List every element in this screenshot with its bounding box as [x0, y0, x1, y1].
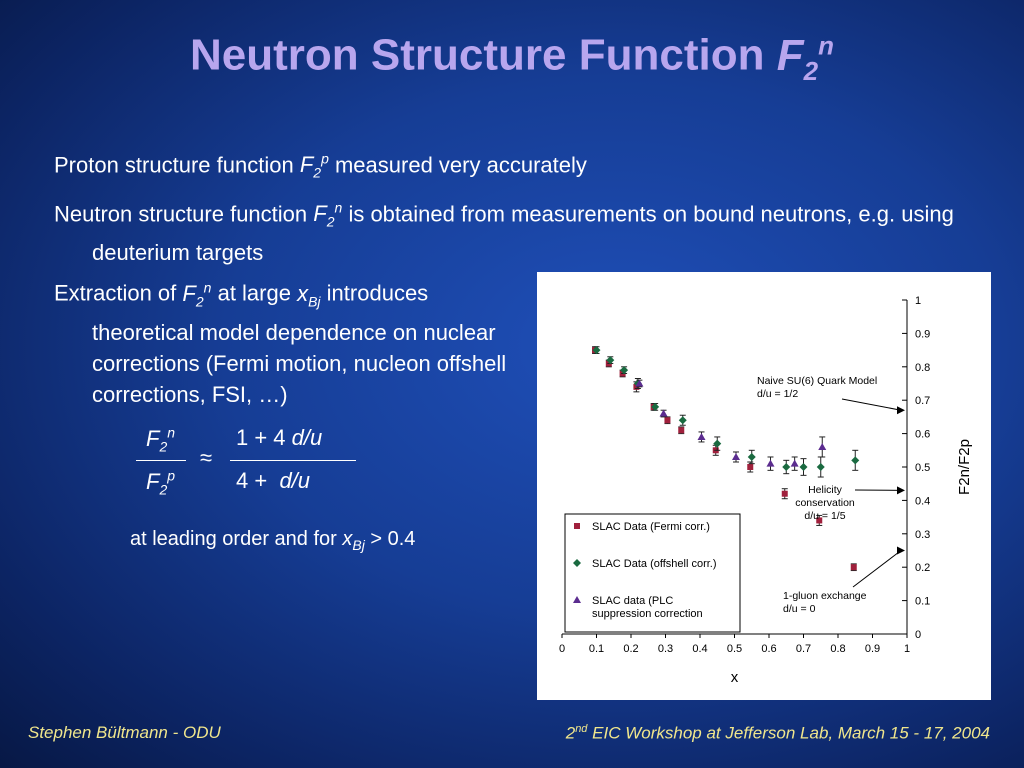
legend-label: SLAC data (PLC [592, 595, 674, 607]
data-point [679, 416, 687, 424]
legend-marker [574, 523, 580, 529]
legend-label: SLAC Data (Fermi corr.) [592, 521, 710, 533]
x-tick-label: 0.3 [657, 643, 674, 655]
arrow-head [897, 486, 905, 494]
lhs-numerator: $F_2^n$ [146, 425, 176, 455]
data-point [818, 443, 826, 450]
rhs-numerator: 1 + 4 d/u [236, 425, 323, 450]
data-point [800, 463, 808, 471]
annotation-text: d/u = 0 [783, 603, 816, 615]
annotation-arrow [842, 399, 901, 410]
annotation-text: d/u = 1/5 [804, 510, 846, 522]
rhs-fraction-line [230, 460, 356, 461]
data-point [678, 427, 684, 433]
data-point [851, 456, 859, 464]
data-point [782, 491, 788, 497]
data-point [732, 453, 740, 460]
y-tick-label: 0.4 [915, 495, 931, 508]
x-tick-label: 0.7 [795, 643, 812, 655]
data-point [817, 463, 825, 471]
x-tick-label: 0.8 [830, 643, 846, 655]
y-tick-label: 0.9 [915, 328, 931, 341]
f2n-f2p-chart [537, 272, 991, 700]
arrow-head [897, 406, 905, 414]
x-tick-label: 0.4 [692, 643, 708, 655]
data-point [747, 464, 753, 470]
footer-event: 2nd EIC Workshop at Jefferson Lab, March 15 - 17, 2004 [565, 723, 990, 743]
bullet-extraction: Extraction of $F_2^n$ at large $x_{Bj}$ introduces theoretical model dependence on nuclear corrections (Fermi motion, nucleon offshell corrections, FSI, …) [54, 279, 507, 408]
x-tick-label: 0.6 [761, 643, 777, 655]
data-point [782, 463, 790, 471]
rhs-denominator: 4 + d/u [236, 468, 311, 493]
legend-label: suppression correction [592, 608, 703, 620]
slide-title: Neutron Structure Function $F_2^n$ [190, 30, 834, 86]
y-tick-label: 0.8 [915, 361, 931, 374]
data-point [851, 564, 857, 570]
annotation-text: Helicity [808, 484, 842, 496]
arrow-head [897, 547, 905, 555]
approx-sign: ≈ [200, 445, 213, 470]
data-point [664, 417, 670, 423]
x-axis-label: x [730, 669, 739, 686]
y-tick-label: 1 [915, 295, 922, 307]
annotation-text: 1-gluon exchange [783, 590, 867, 602]
plot-panel [537, 272, 991, 700]
x-tick-label: 1 [903, 643, 911, 655]
y-tick-label: 0.1 [915, 595, 931, 608]
legend-label: SLAC Data (offshell corr.) [592, 558, 717, 570]
data-point [698, 433, 706, 440]
data-point [713, 440, 721, 448]
annotation-arrow [853, 551, 901, 588]
leading-order-note: at leading order and for $x_{Bj} > 0.4$ [130, 528, 416, 553]
bullet-proton: Proton structure function $F_2^p$ measured very accurately [54, 151, 587, 181]
lhs-fraction-line [136, 460, 186, 461]
x-tick-label: 0.9 [864, 643, 881, 655]
x-tick-label: 0.1 [588, 643, 605, 655]
annotation-text: Naive SU(6) Quark Model [757, 375, 878, 387]
x-tick-label: 0.5 [726, 643, 743, 655]
x-tick-label: 0 [558, 643, 566, 655]
data-point [767, 460, 775, 467]
y-tick-label: 0.2 [915, 562, 931, 575]
x-tick-label: 0.2 [623, 643, 639, 655]
y-tick-label: 0 [915, 629, 922, 641]
y-tick-label: 0.5 [915, 462, 931, 474]
footer-author: Stephen Bültmann - ODU [28, 723, 221, 742]
y-tick-label: 0.6 [915, 428, 931, 441]
annotation-text: d/u = 1/2 [757, 388, 799, 400]
lhs-denominator: $F_2^p$ [146, 468, 176, 498]
data-point [748, 453, 756, 461]
y-axis-label: F2n/F2p [956, 439, 973, 495]
y-tick-label: 0.3 [915, 528, 931, 541]
data-point [791, 460, 799, 467]
annotation-text: conservation [795, 497, 855, 509]
y-tick-label: 0.7 [915, 395, 931, 408]
bullet-neutron: Neutron structure function $F_2^n$ is obtained from measurements on bound neutrons, e.g. using deuterium targets [54, 199, 954, 266]
